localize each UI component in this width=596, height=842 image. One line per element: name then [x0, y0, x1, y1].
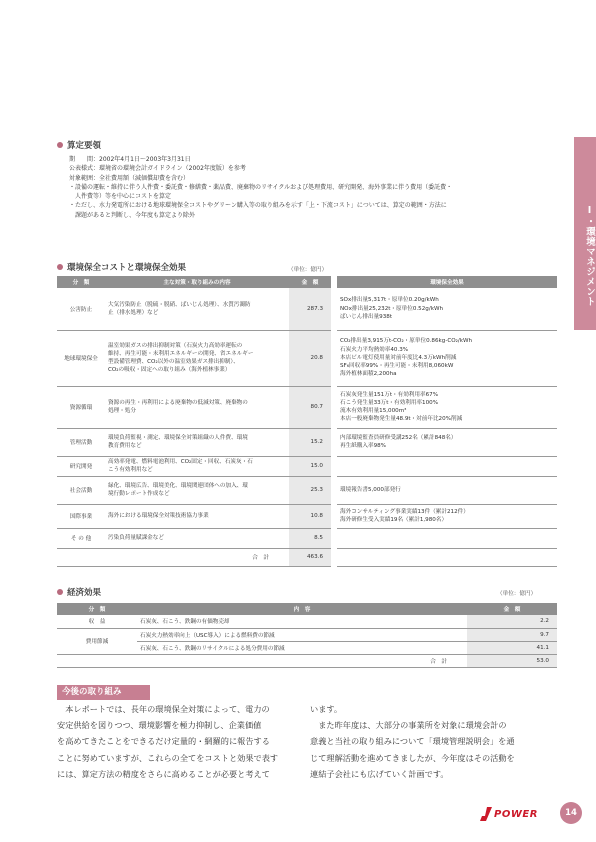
cost-amount: 80.7 [289, 386, 331, 428]
economic-total-value: 53.0 [467, 654, 557, 667]
cost-content-line: 温室効果ガスの排出抑制対策（石炭火力高効率運転の [108, 342, 243, 349]
cost-category: 管理活動 [57, 428, 105, 456]
economic-category: 収 益 [57, 615, 137, 628]
economic-total-row [57, 654, 557, 667]
cost-title-text: 環境保全コストと環境保全効果 [67, 263, 187, 273]
economic-amount: 2.2 [467, 615, 557, 628]
economic-amount: 9.7 [467, 628, 557, 641]
method-title-text: 算定要領 [67, 141, 102, 151]
economic-amount: 41.1 [467, 641, 557, 654]
cost-content-line: 処理・処分 [108, 408, 136, 414]
effect-line: ばいじん排出量938t [340, 313, 393, 320]
side-tab-label: Ⅰ・環境マネジメント [584, 205, 595, 307]
cost-category: 資源循環 [57, 386, 105, 428]
economic-row [57, 628, 557, 641]
cost-row [57, 386, 557, 428]
future-text-line: 安定供給を図りつつ、環境影響を極力抑制し、企業価値 [57, 720, 262, 731]
cost-header-category: 分 類 [57, 276, 105, 288]
method-lines [69, 155, 452, 220]
method-line: ・ただし、水力発電所における地球環境保全コストやグリーン購入等の取り組みを示す「上・下流コスト」については、算定の範囲・方法に [69, 202, 447, 210]
future-text-line: を高めてきたことをできるだけ定量的・網羅的に報告する [57, 736, 270, 747]
cost-content-line: 止（排水処理）など [108, 309, 159, 316]
section-method-title [57, 139, 101, 151]
economic-row [57, 615, 557, 628]
effect-line: NOx排出量25,232t・原単位0.52g/kWh [340, 305, 444, 312]
cost-content [105, 428, 289, 456]
effect-line: 石炭火力平均熱効率40.3% [340, 346, 409, 353]
cost-content-line: 維持、再生可能・未利用エネルギーの開発、省エネルギー [108, 350, 254, 357]
effect-line: SOx排出量5,317t・原単位0.20g/kWh [340, 297, 439, 304]
effect-line: 石こう発生量33万t・有効利用率100% [340, 399, 439, 406]
cost-effect [337, 528, 557, 548]
effect-line: 再生紙購入率98% [340, 443, 386, 449]
cost-category: 研究開発 [57, 456, 105, 476]
method-line: 課題があると判断し、今年度も算定より除外 [69, 211, 196, 219]
future-text-line: ことに努めていますが、これらの全てをコストと効果で表す [57, 752, 279, 763]
cost-amount: 8.5 [289, 528, 331, 548]
cost-amount: 287.3 [289, 288, 331, 330]
method-line: ・設備の運転・維持に伴う人件費・委託費・修繕費・薬品費、廃棄物のリサイクルおよび処理費用、研究開発、海外事業に伴う費用（委託費・ [69, 183, 453, 191]
effect-line: 本店一般廃棄物発生量48.9t・対前年比20%削減 [340, 416, 463, 423]
section-cost-title [57, 261, 186, 273]
effect-line: 本店ビル電灯使用量対前年度比4.3万kWh削減 [340, 354, 457, 361]
cost-content-line: 境行動レポート作成など [108, 491, 170, 497]
cost-content-line: 大気汚染防止（脱硫・脱硝、ばいじん処理）、水質汚濁防 [108, 301, 251, 308]
cost-content-line: 環境負荷監視・測定、環境保全対策組織の人件費、環境 [108, 434, 248, 441]
economic-content: 石炭灰、石こう、鉄鋼のリサイクルによる処分費用の節減 [137, 641, 467, 654]
future-text-line: 連結子会社にも広げていく計画です。 [310, 768, 449, 779]
future-right-column [310, 701, 555, 782]
cost-content [105, 476, 289, 504]
cost-total-label: 合 計 [57, 548, 289, 566]
cost-header-content: 主な対策・取り組みの内容 [105, 276, 289, 288]
cost-total-value: 463.6 [289, 548, 331, 566]
effect-line: 流木有効利用量15,000m³ [340, 408, 407, 414]
bullet-icon [57, 142, 63, 148]
cost-content [105, 288, 289, 330]
cost-content-line: 高効率発電、燃料電池利用、CO₂固定・回収、石炭灰・石 [108, 458, 253, 465]
effect-line: 内部環境監査員研修受講252名（累計848名） [340, 434, 457, 441]
effect-line: 石炭灰発生量151万t・有効利用率67% [340, 391, 439, 398]
economic-title-text: 経済効果 [67, 588, 102, 598]
cost-content [105, 386, 289, 428]
cost-content [105, 528, 289, 548]
cost-unit: （単位：億円） [288, 267, 328, 273]
cost-amount: 15.2 [289, 428, 331, 456]
economic-category: 費用節減 [85, 638, 109, 645]
cost-content-line: 海外における環境保全対策技術協力事業 [108, 512, 209, 519]
cost-row [57, 330, 557, 386]
effect-line: CO₂排出量3,915万t-CO₂・原単位0.86kg-CO₂/kWh [340, 338, 473, 345]
cost-effect [337, 428, 557, 456]
effect-line: SF₆回収率99%・再生可能・未利用8,060kW [340, 363, 454, 370]
cost-effect [337, 386, 557, 428]
cost-content-line: 汚染負荷量賦課金など [108, 534, 164, 541]
cost-header-effect: 環境保全効果 [337, 276, 557, 288]
cost-category: 国際事業 [57, 504, 105, 528]
cost-total-effect [337, 548, 557, 566]
cost-amount: 15.0 [289, 456, 331, 476]
cost-effect [337, 330, 557, 386]
cost-row [57, 476, 557, 504]
bullet-icon [57, 589, 63, 595]
cost-effect [337, 504, 557, 528]
economic-table [57, 603, 557, 668]
future-text-line: には、算定方法の精度をさらに高めることが必要と考えて [57, 768, 270, 779]
method-line: 公表様式：環境省の環境会計ガイドライン（2002年度版）を参考 [69, 165, 246, 173]
future-left-column [57, 701, 297, 782]
method-line: 人件費等）等を中心にコストを算定 [69, 193, 172, 201]
future-title: 今後の取り組み [57, 685, 150, 700]
cost-row [57, 288, 557, 330]
cost-row [57, 456, 557, 476]
future-text-line: います。 [310, 704, 343, 714]
cost-effect [337, 288, 557, 330]
effect-line: 海外植林面積2,200ha [340, 371, 397, 378]
cost-amount: 25.3 [289, 476, 331, 504]
cost-row [57, 528, 557, 548]
cost-total-row [57, 548, 557, 566]
cost-row [57, 428, 557, 456]
economic-content: 石炭灰、石こう、鉄鋼の有価物売却 [137, 615, 467, 628]
effect-line: 海外研修生受入実績19名（累計1,980名） [340, 517, 448, 523]
cost-content [105, 330, 289, 386]
cost-content-line: 資源の再生・再利用による廃棄物の低減対策、廃棄物の [108, 399, 248, 406]
economic-header-content: 内 容 [137, 603, 467, 615]
cost-effect [337, 456, 557, 476]
effect-line: 海外コンサルティング事業実績13件（累計212件） [340, 508, 469, 515]
cost-amount: 20.8 [289, 330, 331, 386]
cost-content-line: こう有効利用など [108, 467, 153, 473]
cost-content-line: 型設備管理費、CO₂以外の温室効果ガス排出抑制）、 [108, 359, 239, 365]
cost-header-amount: 金 額 [289, 276, 331, 288]
cost-category: そ の 他 [57, 528, 105, 548]
cost-content [105, 456, 289, 476]
method-line: 対象範囲：全社費用額（減価償却費を含む） [69, 174, 190, 182]
effect-line: 環境報告書5,000部発行 [340, 486, 401, 493]
economic-content: 石炭火力熱効率向上（USC導入）による燃料費の節減 [137, 628, 467, 641]
future-text-line: また昨年度は、大部分の事業所を対象に環境会計の [310, 720, 507, 731]
future-text-line: じて理解活動を進めてきましたが、今年度はその活動を [310, 752, 515, 763]
economic-header-category: 分 類 [57, 603, 137, 615]
cost-category: 公害防止 [57, 288, 105, 330]
logo-text: POWER [494, 808, 538, 820]
cost-row [57, 504, 557, 528]
power-logo [478, 806, 538, 822]
cost-content-line: 教育費用など [108, 443, 142, 449]
economic-unit: （単位：億円） [497, 591, 537, 597]
future-text-line: 本レポートでは、長年の環境保全対策によって、電力の [57, 704, 270, 714]
cost-content-line: 緑化、環境広告、環境美化、環境関連団体への加入、環 [108, 482, 248, 489]
cost-effect [337, 476, 557, 504]
economic-header-amount: 金 額 [467, 603, 557, 615]
method-line: 期 間：2002年4月1日～2003年3月31日 [69, 156, 191, 163]
logo-mark-icon [478, 806, 494, 822]
section-economic-title [57, 586, 101, 598]
cost-content-line: CO₂の吸収・固定への取り組み（海外植林事業） [108, 367, 231, 374]
cost-category: 社会活動 [57, 476, 105, 504]
cost-category: 地球環境保全 [57, 330, 105, 386]
future-text-line: 意義と当社の取り組みについて「環境管理説明会」を通 [310, 736, 515, 747]
cost-amount: 10.8 [289, 504, 331, 528]
cost-content [105, 504, 289, 528]
page-number: 14 [560, 802, 582, 824]
economic-total-label: 合 計 [57, 654, 467, 667]
bullet-icon [57, 264, 63, 270]
cost-table [57, 276, 557, 567]
